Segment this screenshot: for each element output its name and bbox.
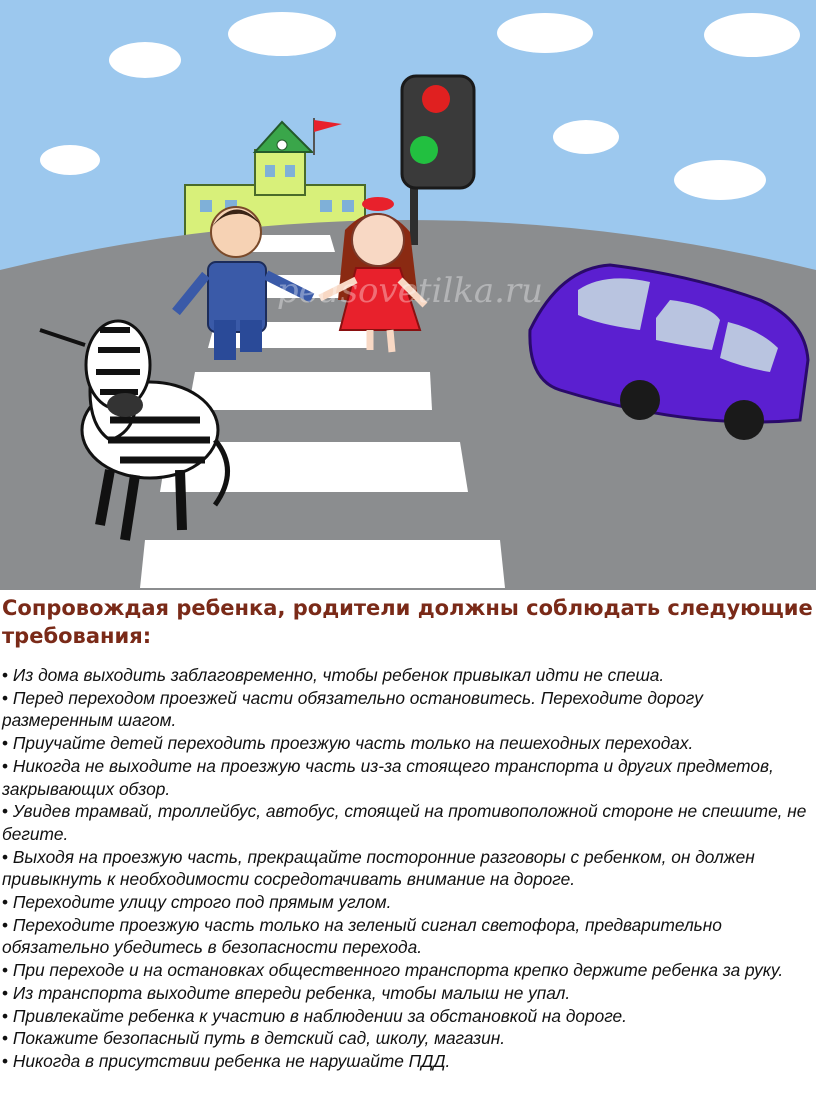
list-item [2, 732, 814, 755]
list-item [2, 846, 814, 891]
list-item [2, 914, 814, 959]
bullet: • [2, 892, 9, 913]
rule-text: Выходя на проезжую часть, прекращайте посторонние разговоры с ребенком, он должен привыкнуть к необходимости сосредотачивать внимание на дороге. [2, 846, 755, 890]
rule-text: Никогда в присутствии ребенка не нарушайте ПДД. [12, 1050, 451, 1071]
bullet: • [2, 1028, 9, 1049]
bullet: • [2, 1050, 9, 1071]
bullet: • [2, 687, 9, 708]
rule-text: Перед переходом проезжей части обязательно остановитесь. Переходите дорогу размеренным шагом. [2, 687, 703, 731]
list-item [2, 891, 814, 914]
list-item [2, 664, 814, 687]
bullet: • [2, 755, 9, 776]
watermark: pedsovetilka.ru [276, 271, 544, 311]
rule-text: Из транспорта выходите впереди ребенка, чтобы малыш не упал. [12, 982, 571, 1003]
list-item [2, 755, 814, 800]
rules-list [2, 664, 814, 1073]
rule-text: Переходите улицу строго под прямым углом. [12, 892, 392, 913]
rule-text: Из дома выходить заблаговременно, чтобы ребенок привыкал идти не спеша. [12, 665, 665, 685]
page-heading: Сопровождая ребенка, родители должны соблюдать следующие требования: [2, 596, 813, 648]
rule-text: Приучайте детей переходить проезжую часть только на пешеходных переходах. [12, 733, 694, 754]
rule-text: Увидев трамвай, троллейбус, автобус, стоящей на противоположной стороне не спешите, не бегите. [2, 801, 807, 844]
rule-text: Привлекайте ребенка к участию в наблюдении за обстановкой на дороге. [12, 1005, 627, 1026]
list-item [2, 800, 814, 845]
list-item [2, 982, 814, 1005]
rule-text: При переходе и на остановках общественного транспорта крепко держите ребенка за руку. [12, 960, 784, 981]
bullet: • [2, 914, 9, 935]
list-item [2, 1005, 814, 1028]
rule-text: Никогда не выходите на проезжую часть из-за стоящего транспорта и других предметов, закрывающих обзор. [2, 755, 774, 799]
bullet: • [2, 846, 9, 867]
bullet: • [2, 982, 9, 1003]
bullet: • [2, 960, 9, 981]
bullet: • [2, 801, 9, 822]
bullet: • [2, 733, 9, 754]
list-item [2, 959, 814, 982]
list-item [2, 1027, 814, 1050]
rule-text: Переходите проезжую часть только на зеленый сигнал светофора, предварительно обязательно убедитесь в безопасности перехода. [2, 914, 722, 958]
list-item [2, 1050, 814, 1073]
list-item [2, 687, 814, 732]
rule-text: Покажите безопасный путь в детский сад, школу, магазин. [12, 1028, 506, 1049]
bullet: • [2, 665, 9, 685]
bullet: • [2, 1005, 9, 1026]
